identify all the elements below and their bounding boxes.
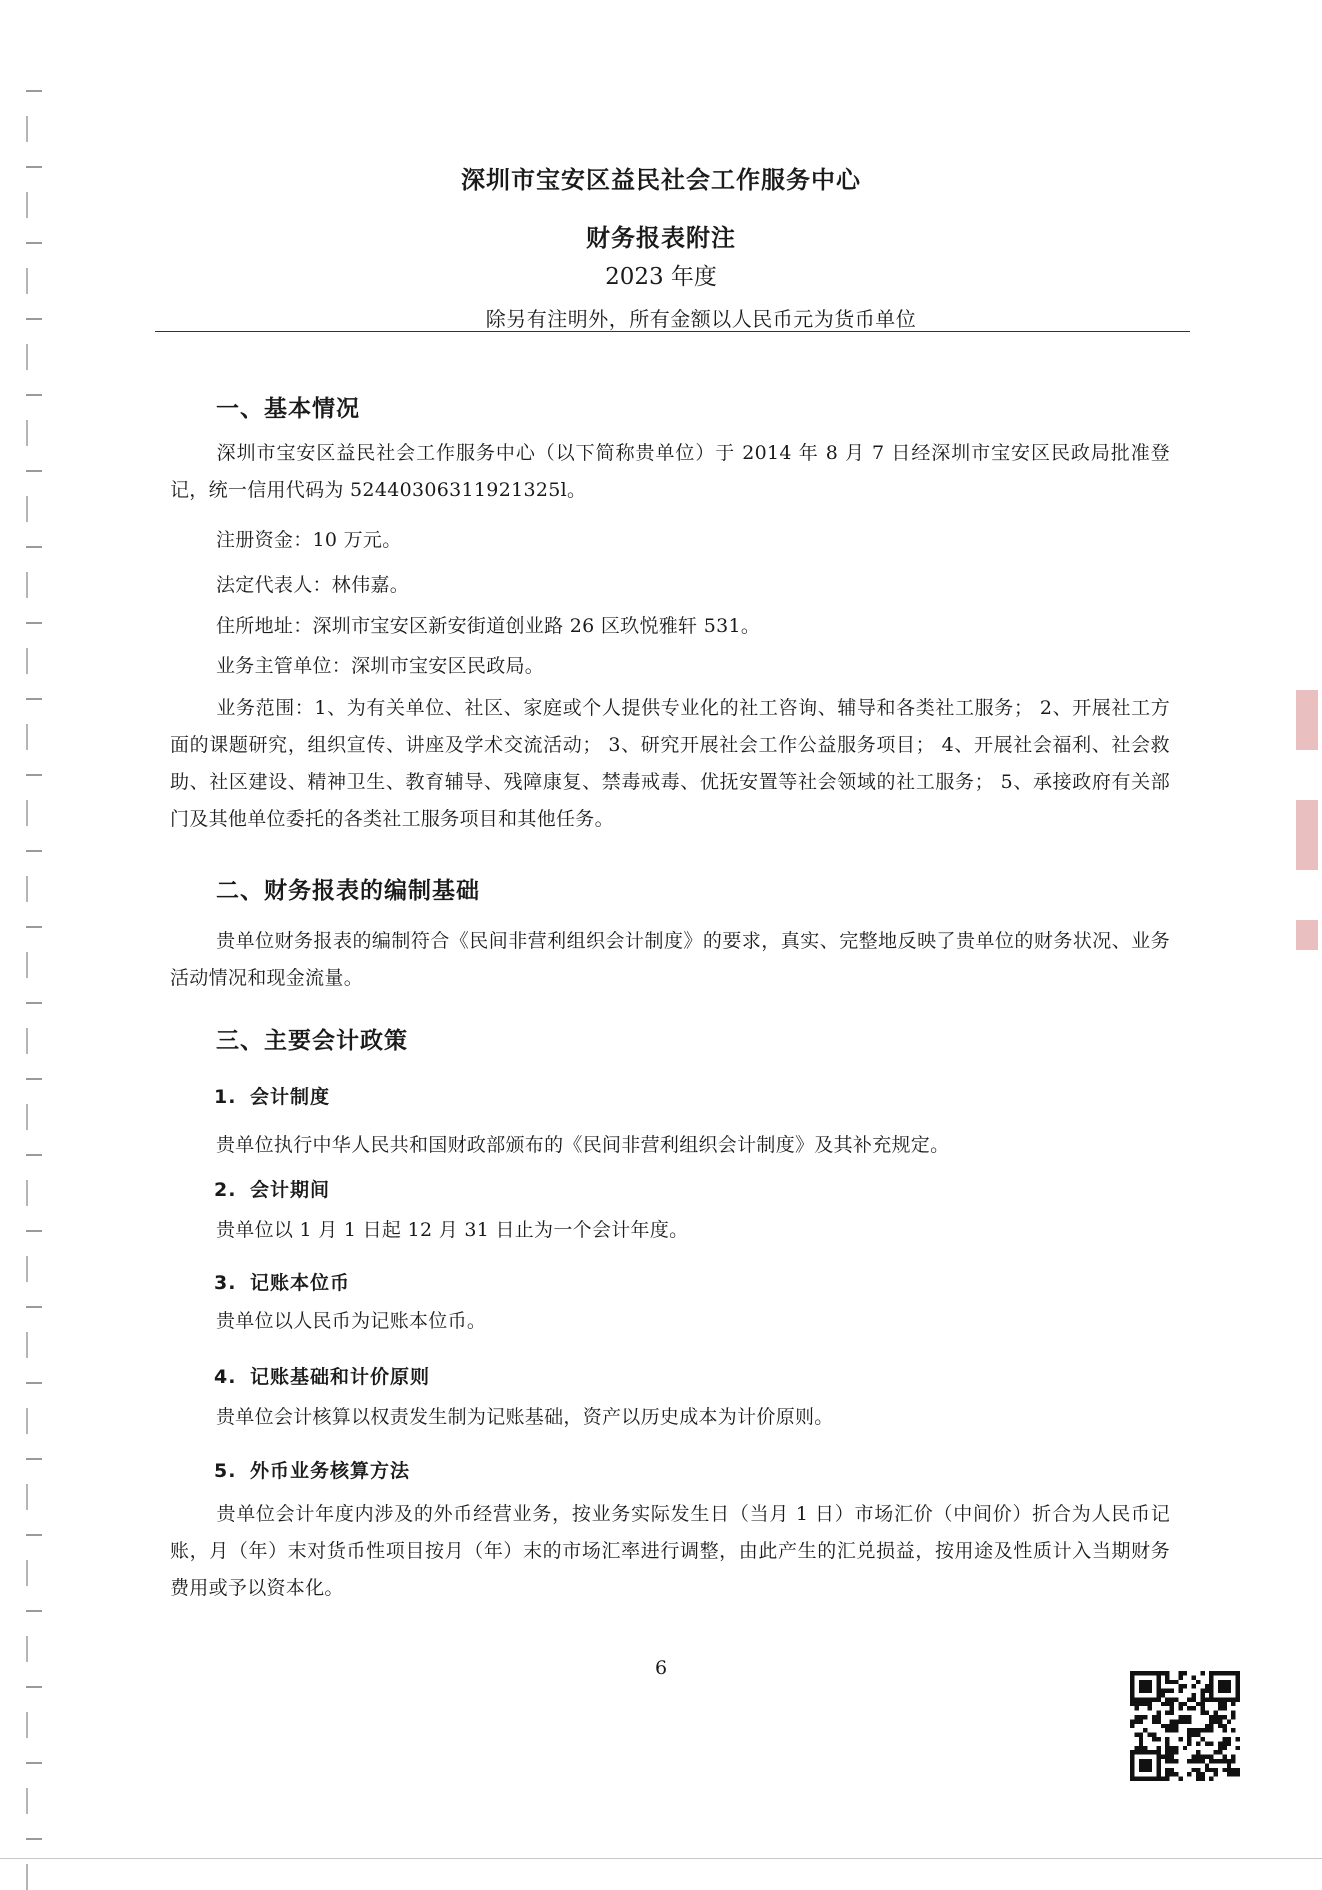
policy-title: 外币业务核算方法 (250, 1460, 411, 1482)
binding-hole-mark (26, 1686, 42, 1688)
binding-hole-mark (26, 622, 42, 624)
currency-note: 除另有注明外，所有金额以人民币元为货币单位 (485, 307, 917, 331)
binding-edge-line (26, 724, 28, 750)
binding-edge-line (26, 420, 28, 446)
policy-heading-2 (214, 1175, 330, 1202)
binding-hole-mark (26, 1078, 42, 1080)
policy-title: 会计期间 (250, 1179, 331, 1201)
qr-code-icon (1130, 1670, 1240, 1782)
binding-hole-mark (26, 1610, 42, 1612)
stamp-fragment (1296, 800, 1318, 870)
stamp-fragment (1296, 690, 1318, 750)
binding-edge-line (26, 1104, 28, 1130)
binding-hole-mark (26, 1230, 42, 1232)
policy-number: 1. (214, 1086, 237, 1108)
page-bottom-edge (0, 1858, 1322, 1859)
binding-hole-mark (26, 1154, 42, 1156)
binding-hole-mark (26, 1534, 42, 1536)
policy-title: 记账基础和计价原则 (250, 1366, 431, 1388)
section-heading-basic-info: 一、基本情况 (216, 396, 360, 422)
binding-hole-mark (26, 698, 42, 700)
section-heading-basis: 二、财务报表的编制基础 (216, 878, 480, 904)
policy-heading-5 (214, 1456, 410, 1483)
page-number: 6 (654, 1657, 668, 1679)
legal-representative: 法定代表人：林伟嘉。 (216, 574, 410, 596)
binding-edge-line (26, 876, 28, 902)
binding-edge-line (26, 116, 28, 142)
binding-hole-mark (26, 774, 42, 776)
supervising-unit: 业务主管单位：深圳市宝安区民政局。 (216, 655, 545, 677)
binding-edge-line (26, 1332, 28, 1358)
binding-hole-mark (26, 470, 42, 472)
binding-edge-line (26, 800, 28, 826)
binding-edge-line (26, 1484, 28, 1510)
policy-title: 会计制度 (250, 1086, 331, 1108)
basic-info-paragraph (170, 435, 1170, 509)
binding-edge-line (26, 648, 28, 674)
org-name: 深圳市宝安区益民社会工作服务中心 (461, 166, 861, 194)
basis-paragraph (170, 923, 1170, 997)
policy-number: 2. (214, 1179, 237, 1201)
policy-body-2: 贵单位以 1 月 1 日起 12 月 31 日止为一个会计年度。 (216, 1219, 689, 1241)
binding-edge-line (26, 572, 28, 598)
policy-heading-4 (214, 1362, 430, 1389)
binding-hole-mark (26, 850, 42, 852)
document-title: 财务报表附注 (586, 224, 736, 252)
binding-hole-mark (26, 1306, 42, 1308)
binding-edge-line (26, 1256, 28, 1282)
report-year: 2023 年度 (605, 264, 717, 290)
policy-number: 3. (214, 1272, 237, 1294)
binding-edge-line (26, 1712, 28, 1738)
address: 住所地址：深圳市宝安区新安街道创业路 26 区玖悦雅轩 531。 (216, 615, 761, 637)
binding-hole-mark (26, 926, 42, 928)
policy-heading-1 (214, 1082, 330, 1109)
binding-edge-line (26, 1864, 28, 1890)
policy-title: 记账本位币 (250, 1272, 351, 1294)
binding-hole-mark (26, 1382, 42, 1384)
business-scope-paragraph (170, 690, 1170, 838)
registered-capital: 注册资金：10 万元。 (216, 529, 402, 551)
binding-edge-line (26, 1180, 28, 1206)
binding-edge-line (26, 192, 28, 218)
policy-body-1: 贵单位执行中华人民共和国财政部颁布的《民间非营利组织会计制度》及其补充规定。 (216, 1134, 950, 1156)
policy-body-4: 贵单位会计核算以权责发生制为记账基础，资产以历史成本为计价原则。 (216, 1406, 834, 1428)
binding-edge-line (26, 1560, 28, 1586)
policy-number: 4. (214, 1366, 237, 1388)
basic-info-text: 深圳市宝安区益民社会工作服务中心（以下简称贵单位）于 2014 年 8 月 7 日经深圳市宝安区民政局批准登记，统一信用代码为 52440306311921325l。 (170, 442, 1170, 501)
binding-edge-line (26, 496, 28, 522)
binding-edge-line (26, 952, 28, 978)
policy-body-5 (170, 1496, 1170, 1607)
binding-hole-mark (26, 1762, 42, 1764)
binding-edge-line (26, 1788, 28, 1814)
binding-hole-mark (26, 1458, 42, 1460)
binding-edge-line (26, 1408, 28, 1434)
stamp-fragment (1296, 920, 1318, 950)
binding-hole-mark (26, 1002, 42, 1004)
binding-hole-mark (26, 394, 42, 396)
policy-number: 5. (214, 1460, 237, 1482)
section-heading-policies: 三、主要会计政策 (216, 1028, 408, 1054)
binding-hole-mark (26, 546, 42, 548)
policy-body-3: 贵单位以人民币为记账本位币。 (216, 1310, 487, 1332)
binding-hole-mark (26, 1838, 42, 1840)
business-scope-text: 业务范围：1、为有关单位、社区、家庭或个人提供专业化的社工咨询、辅导和各类社工服务； 2、开展社工方面的课题研究，组织宣传、讲座及学术交流活动； 3、研究开展社会工作公益服务项目； 4、开展社会福利、社会救助、社区建设、精神卫生、教育辅导、残障康复、禁毒戒毒、优抚安置等社会领域的社工服务； 5、承接政府有关部门及其他单位委托的各类社工服务项目和其他任务。 (170, 697, 1170, 830)
binding-hole-mark (26, 90, 42, 92)
binding-edge-line (26, 344, 28, 370)
policy-heading-3 (214, 1268, 350, 1295)
header-rule (155, 331, 1190, 332)
basis-text: 贵单位财务报表的编制符合《民间非营利组织会计制度》的要求，真实、完整地反映了贵单位的财务状况、业务活动情况和现金流量。 (170, 930, 1170, 989)
policy-body-5-text: 贵单位会计年度内涉及的外币经营业务，按业务实际发生日（当月 1 日）市场汇价（中间价）折合为人民币记账，月（年）末对货币性项目按月（年）末的市场汇率进行调整，由此产生的汇兑损益，按用途及性质计入当期财务费用或予以资本化。 (170, 1503, 1170, 1599)
binding-edge-line (26, 1028, 28, 1054)
